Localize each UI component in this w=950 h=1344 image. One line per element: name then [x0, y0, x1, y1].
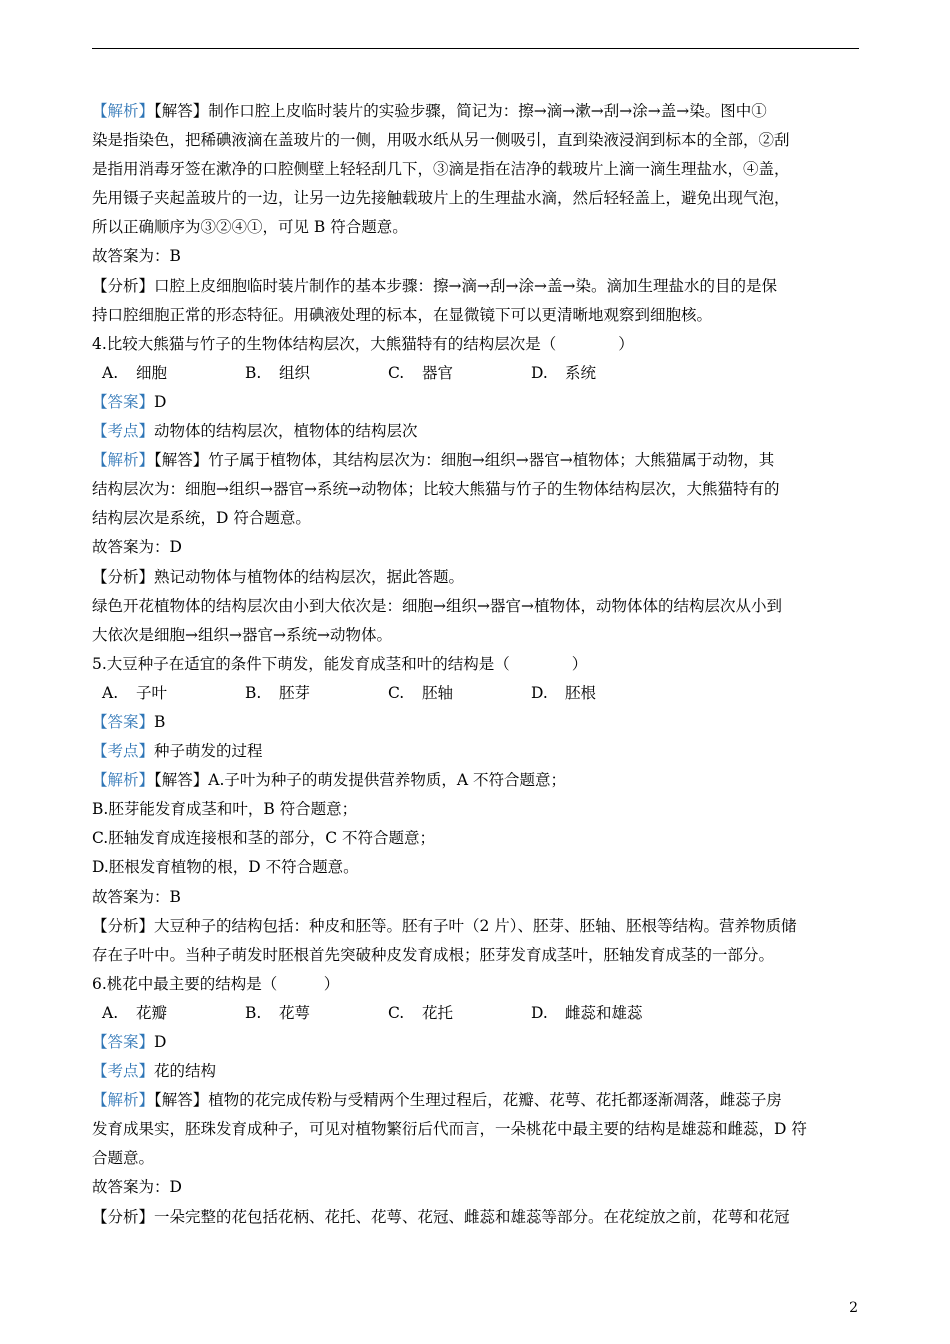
text-line [92, 708, 859, 737]
line-text: 所以正确顺序为③②④①，可见 B 符合题意。 [92, 218, 408, 237]
option-b [245, 679, 388, 708]
text-line [92, 824, 859, 853]
text-line [92, 446, 859, 475]
option-text: 系统 [565, 363, 597, 382]
text-line [92, 126, 859, 155]
line-text: D [154, 1033, 167, 1051]
text-line [92, 941, 859, 970]
page-number: 2 [849, 1300, 858, 1316]
option-text: 子叶 [136, 683, 168, 702]
line-text: 花的结构 [154, 1062, 217, 1081]
option-b [245, 999, 388, 1028]
text-line [92, 853, 859, 882]
section-tag: 【解析】 [92, 102, 155, 120]
section-tag: 【解析】 [92, 771, 155, 790]
line-text: C.胚轴发育成连接根和茎的部分，C 不符合题意； [92, 829, 436, 848]
line-text: 【分析】一朵完整的花包括花柄、花托、花萼、花冠、雌蕊和雄蕊等部分。在花绽放之前，花萼和花冠 [92, 1207, 790, 1226]
option-d [531, 679, 674, 708]
answer-options [92, 679, 859, 708]
text-line [92, 1028, 859, 1057]
text-line [92, 1057, 859, 1086]
line-text: 种子萌发的过程 [154, 742, 263, 761]
text-line [92, 1115, 859, 1144]
option-d [531, 359, 674, 388]
line-text: 【分析】大豆种子的结构包括：种皮和胚等。胚有子叶（2 片）、胚芽、胚轴、胚根等结构。营养物质储 [92, 916, 797, 935]
option-b [245, 359, 388, 388]
option-c [388, 679, 531, 708]
option-key: B. [245, 683, 262, 702]
line-text: 结构层次为：细胞→组织→器官→系统→动物体；比较大熊猫与竹子的生物体结构层次，大熊猫特有的 [92, 480, 780, 499]
section-tag: 【解析】 [92, 1091, 155, 1110]
answer-options [92, 359, 859, 388]
text-line [92, 912, 859, 941]
header-rule [92, 48, 859, 49]
line-text: 【分析】口腔上皮细胞临时装片制作的基本步骤：擦→滴→刮→涂→盖→染。滴加生理盐水的目的是保 [92, 276, 777, 295]
text-line [92, 1203, 859, 1232]
line-text: 存在子叶中。当种子萌发时胚根首先突破种皮发育成根；胚芽发育成茎叶，胚轴发育成茎的一部分。 [92, 945, 775, 964]
option-key: B. [245, 1003, 262, 1022]
option-key: C. [388, 1003, 405, 1022]
text-line [92, 970, 859, 999]
option-key: A. [102, 1003, 119, 1022]
line-text: D.胚根发育植物的根，D 不符合题意。 [92, 858, 359, 877]
document-body [92, 97, 859, 1232]
line-text: 先用镊子夹起盖玻片的一边，让另一边先接触载玻片上的生理盐水滴，然后轻轻盖上，避免出现气泡， [92, 189, 790, 208]
line-text: 持口腔细胞正常的形态特征。用碘液处理的标本，在显微镜下可以更清晰地观察到细胞核。 [92, 305, 713, 324]
line-text: 6.桃花中最主要的结构是（ ） [92, 974, 340, 993]
line-text: 故答案为：B [92, 247, 181, 266]
text-line [92, 184, 859, 213]
text-line [92, 213, 859, 242]
line-text: 合题意。 [92, 1149, 155, 1168]
option-key: A. [102, 683, 119, 702]
section-tag: 【考点】 [92, 422, 155, 441]
line-text: 故答案为：D [92, 538, 182, 557]
line-text: 【解答】A.子叶为种子的萌发提供营养物质，A 不符合题意； [154, 771, 567, 790]
option-text: 花萼 [279, 1003, 311, 1022]
text-line [92, 272, 859, 301]
option-key: D. [531, 683, 548, 702]
option-text: 雌蕊和雄蕊 [565, 1003, 643, 1022]
line-text: 5.大豆种子在适宜的条件下萌发，能发育成茎和叶的结构是（ ） [92, 654, 588, 673]
line-text: D [154, 392, 167, 411]
option-key: B. [245, 363, 262, 382]
line-text: 发育成果实，胚珠发育成种子，可见对植物繁衍后代而言，一朵桃花中最主要的结构是雄蕊和雌蕊，D 符 [92, 1120, 807, 1139]
option-key: C. [388, 683, 405, 702]
option-text: 细胞 [136, 363, 168, 382]
section-tag: 【答案】 [92, 392, 155, 411]
line-text: 是指用消毒牙签在漱净的口腔侧壁上轻轻刮几下，③滴是指在洁净的载玻片上滴一滴生理盐水，④盖， [92, 160, 790, 179]
option-c [388, 999, 531, 1028]
text-line [92, 795, 859, 824]
option-key: D. [531, 363, 548, 382]
section-tag: 【答案】 [92, 1033, 155, 1051]
text-line [92, 155, 859, 184]
line-text: 【解答】竹子属于植物体，其结构层次为：细胞→组织→器官→植物体；大熊猫属于动物，其 [154, 451, 775, 470]
text-line [92, 475, 859, 504]
line-text: 大依次是细胞→组织→器官→系统→动物体。 [92, 625, 392, 644]
line-text: 【解答】植物的花完成传粉与受精两个生理过程后，花瓣、花萼、花托都逐渐凋落，雌蕊子房 [154, 1091, 782, 1110]
text-line [92, 388, 859, 417]
line-text: B.胚芽能发育成茎和叶，B 符合题意； [92, 800, 358, 819]
text-line [92, 621, 859, 650]
text-line [92, 1144, 859, 1173]
line-text: 【分析】熟记动物体与植物体的结构层次，据此答题。 [92, 567, 465, 586]
option-key: C. [388, 363, 405, 382]
option-d [531, 999, 674, 1028]
option-a [102, 359, 245, 388]
section-tag: 【考点】 [92, 1062, 155, 1081]
line-text: 染是指染色，把稀碘液滴在盖玻片的一侧，用吸水纸从另一侧吸引，直到染液浸润到标本的全部，②刮 [92, 131, 790, 150]
text-line [92, 97, 859, 126]
line-text: 【解答】制作口腔上皮临时装片的实验步骤，简记为：擦→滴→漱→刮→涂→盖→染。图中① [154, 102, 767, 120]
option-text: 器官 [422, 363, 454, 382]
option-text: 胚根 [565, 683, 597, 702]
line-text: 故答案为：B [92, 887, 181, 906]
option-a [102, 999, 245, 1028]
text-line [92, 650, 859, 679]
text-line [92, 766, 859, 795]
option-key: D. [531, 1003, 548, 1022]
text-line [92, 301, 859, 330]
section-tag: 【考点】 [92, 742, 155, 761]
option-text: 花瓣 [136, 1003, 168, 1022]
line-text: 故答案为：D [92, 1178, 182, 1197]
line-text: 4.比较大熊猫与竹子的生物体结构层次，大熊猫特有的结构层次是（ ） [92, 334, 634, 353]
text-line [92, 883, 859, 912]
text-line [92, 1173, 859, 1202]
text-line [92, 737, 859, 766]
text-line [92, 417, 859, 446]
line-text: 结构层次是系统，D 符合题意。 [92, 509, 311, 528]
section-tag: 【解析】 [92, 451, 155, 470]
option-text: 胚轴 [422, 683, 454, 702]
line-text: 绿色开花植物体的结构层次由小到大依次是：细胞→组织→器官→植物体，动物体体的结构层次从小到 [92, 596, 782, 615]
text-line [92, 1086, 859, 1115]
option-text: 花托 [422, 1003, 454, 1022]
text-line [92, 504, 859, 533]
text-line [92, 533, 859, 562]
option-text: 胚芽 [279, 683, 311, 702]
text-line [92, 242, 859, 271]
option-c [388, 359, 531, 388]
line-text: B [154, 712, 166, 731]
section-tag: 【答案】 [92, 712, 155, 731]
line-text: 动物体的结构层次，植物体的结构层次 [154, 422, 418, 441]
option-text: 组织 [279, 363, 311, 382]
text-line [92, 592, 859, 621]
answer-options [92, 999, 859, 1028]
text-line [92, 563, 859, 592]
option-key: A. [102, 363, 119, 382]
text-line [92, 330, 859, 359]
option-a [102, 679, 245, 708]
